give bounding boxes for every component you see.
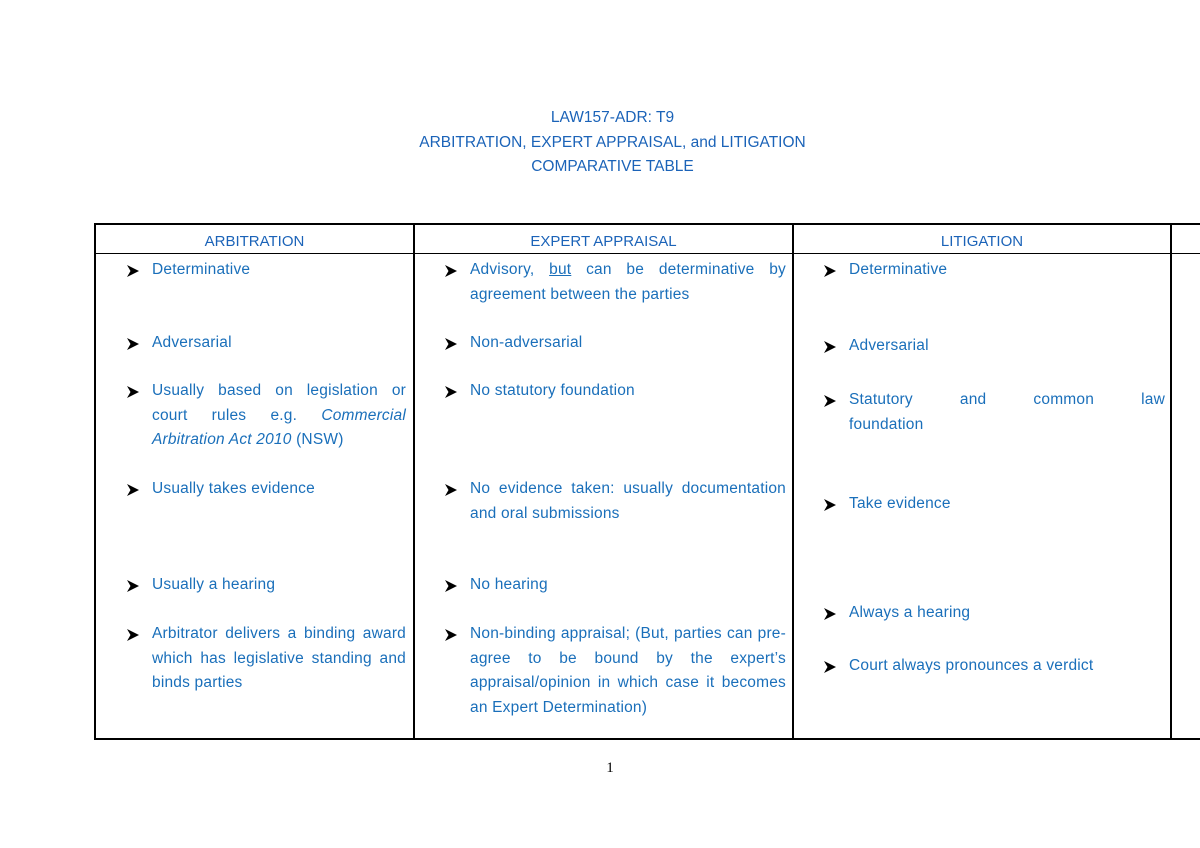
litigation-item-1: Determinative — [823, 258, 1165, 283]
column-divider — [1170, 225, 1172, 738]
arbitration-item-5: Usually a hearing — [126, 573, 406, 598]
column-divider — [792, 225, 794, 738]
expert-appraisal-item-6: Non-binding appraisal; (But, parties can pre-agree to be bound by the expert’s appraisal/opinion in which case it becomes an Expert Determination) — [444, 622, 786, 720]
column-header-arbitration: ARBITRATION — [204, 233, 305, 250]
arrowhead-bullet-icon — [444, 573, 462, 593]
course-code-title: LAW157-ADR: T9 — [550, 109, 675, 126]
arrowhead-bullet-icon — [126, 622, 144, 642]
arrowhead-bullet-icon — [444, 258, 462, 278]
document-title: ARBITRATION, EXPERT APPRAISAL, and LITIGATION — [419, 133, 806, 151]
document-subtitle: COMPARATIVE TABLE — [531, 158, 694, 175]
arrowhead-bullet-icon — [823, 388, 841, 408]
expert-appraisal-item-4: No evidence taken: usually documentation and oral submissions — [444, 477, 786, 526]
comparative-table — [94, 223, 1200, 740]
page-number: 1 — [606, 760, 614, 776]
arrowhead-bullet-icon — [823, 334, 841, 354]
arrowhead-bullet-icon — [126, 331, 144, 351]
litigation-item-2: Adversarial — [823, 334, 1165, 359]
arrowhead-bullet-icon — [444, 379, 462, 399]
arrowhead-bullet-icon — [126, 573, 144, 593]
underlined-but: but — [549, 261, 572, 278]
arrowhead-bullet-icon — [126, 258, 144, 278]
column-header-expert-appraisal: EXPERT APPRAISAL — [530, 233, 677, 250]
arbitration-item-6: Arbitrator delivers a binding award which has legislative standing and binds parties — [126, 622, 406, 696]
arrowhead-bullet-icon — [444, 622, 462, 642]
arrowhead-bullet-icon — [444, 477, 462, 497]
arbitration-item-4: Usually takes evidence — [126, 477, 406, 502]
expert-appraisal-item-5: No hearing — [444, 573, 786, 598]
column-divider — [413, 225, 415, 738]
expert-appraisal-item-2: Non-adversarial — [444, 331, 786, 356]
arrowhead-bullet-icon — [823, 492, 841, 512]
legislation-title: Commercial Arbitration Act 2010 — [152, 406, 406, 448]
column-header-litigation: LITIGATION — [940, 233, 1024, 250]
litigation-item-3: Statutory and common law foundation — [823, 388, 1165, 437]
arrowhead-bullet-icon — [823, 601, 841, 621]
arrowhead-bullet-icon — [823, 258, 841, 278]
arrowhead-bullet-icon — [444, 331, 462, 351]
document-title-block — [0, 106, 1200, 180]
litigation-item-6: Court always pronounces a verdict — [823, 654, 1165, 679]
expert-appraisal-item-1: Advisory, but can be determinative by agreement between the parties — [444, 258, 786, 307]
arrowhead-bullet-icon — [126, 477, 144, 497]
litigation-item-5: Always a hearing — [823, 601, 1165, 626]
arbitration-item-2: Adversarial — [126, 331, 406, 356]
arbitration-item-1: Determinative — [126, 258, 406, 283]
litigation-item-4: Take evidence — [823, 492, 1165, 517]
arbitration-item-3: Usually based on legislation or court rules e.g. Commercial Arbitration Act 2010 (NSW) — [126, 379, 406, 453]
arrowhead-bullet-icon — [823, 654, 841, 674]
arrowhead-bullet-icon — [126, 379, 144, 399]
expert-appraisal-item-3: No statutory foundation — [444, 379, 786, 404]
